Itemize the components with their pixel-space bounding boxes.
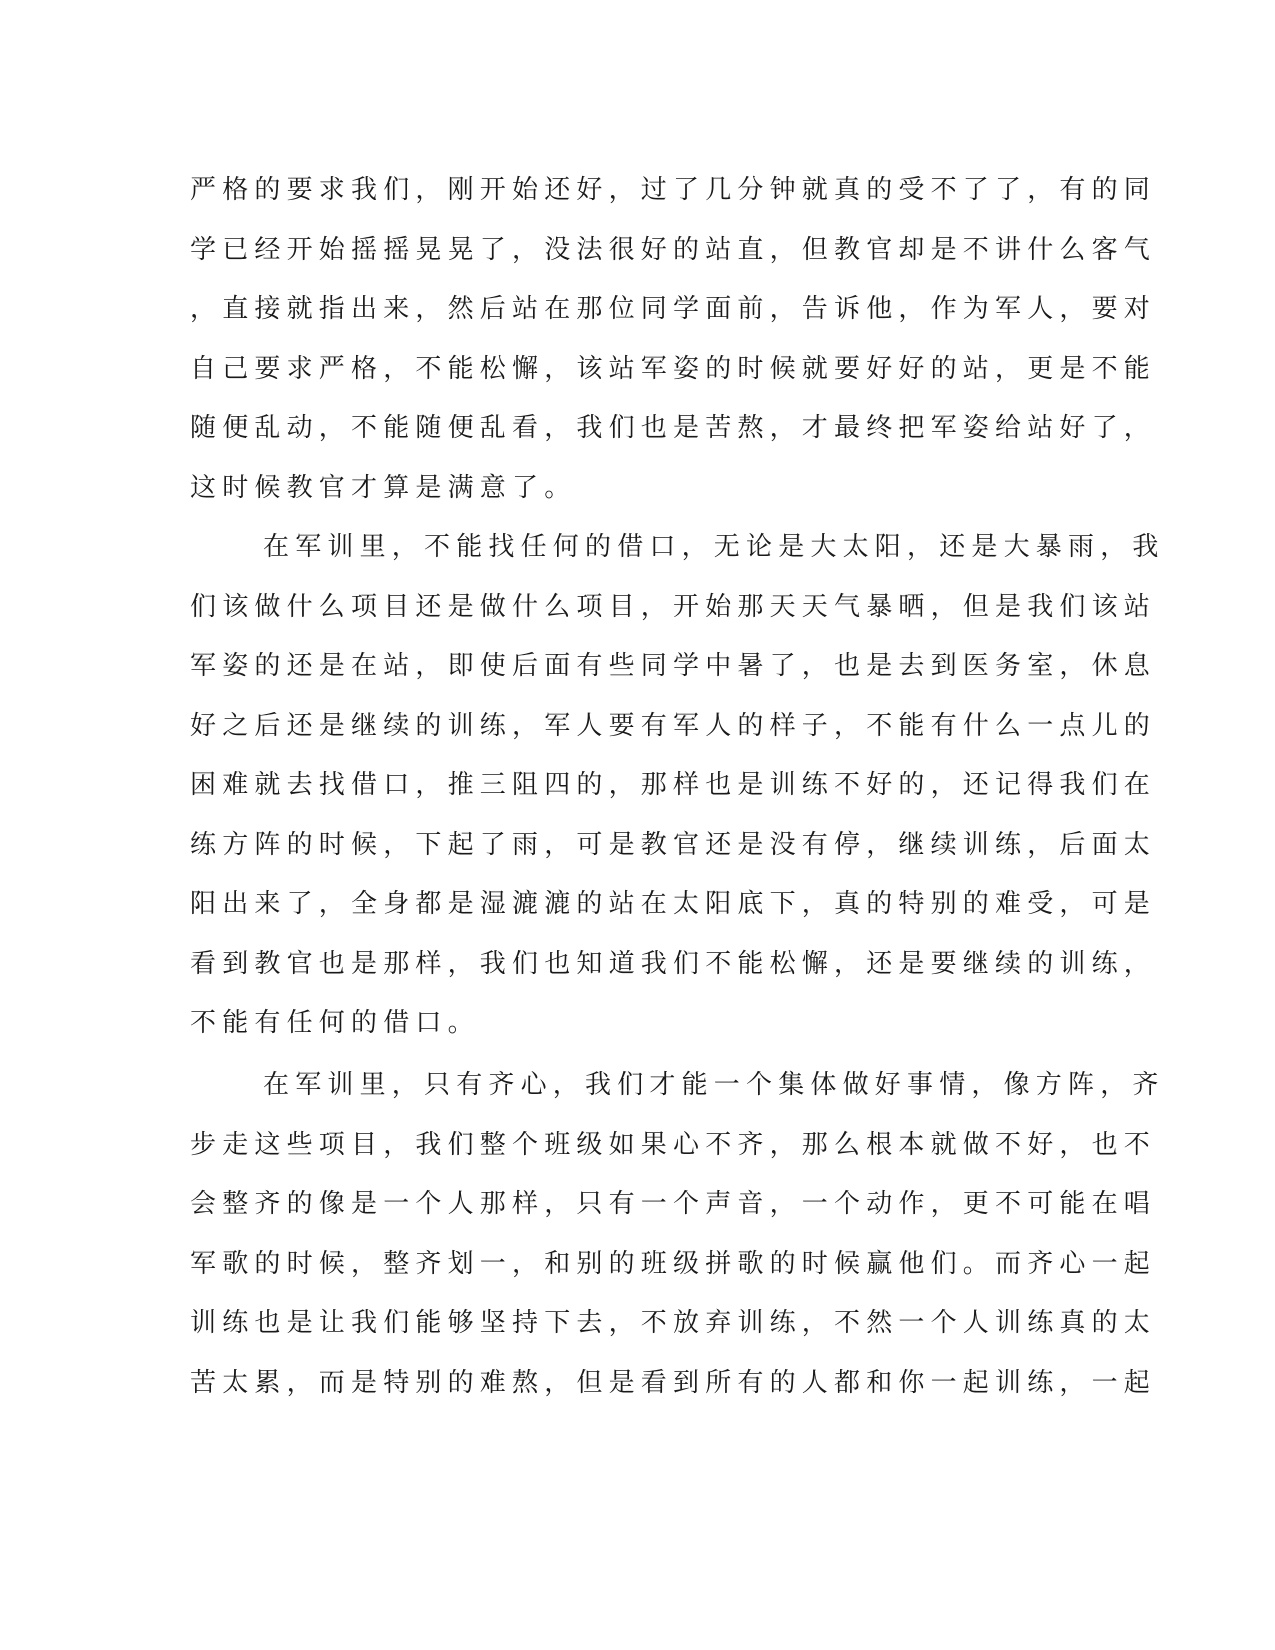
paragraph-3-line-2: 步走这些项目，我们整个班级如果心不齐，那么根本就做不好，也不 — [190, 1129, 1157, 1160]
paragraph-3-line-4: 军歌的时候，整齐划一，和别的班级拼歌的时候赢他们。而齐心一起 — [190, 1248, 1157, 1279]
paragraph-2-line-4: 好之后还是继续的训练，军人要有军人的样子，不能有什么一点儿的 — [190, 710, 1157, 741]
paragraph-3-line-5: 训练也是让我们能够坚持下去，不放弃训练，不然一个人训练真的太 — [190, 1308, 1157, 1338]
paragraph-3-line-1: 在军训里，只有齐心，我们才能一个集体做好事情，像方阵，齐 — [263, 1070, 1165, 1100]
paragraph-1-line-2: 学已经开始摇摇晃晃了，没法很好的站直，但教官却是不讲什么客气 — [190, 234, 1157, 265]
paragraph-2-line-5: 困难就去找借口，推三阻四的，那样也是训练不好的，还记得我们在 — [190, 770, 1157, 800]
paragraph-1-line-3: ，直接就指出来，然后站在那位同学面前，告诉他，作为军人，要对 — [190, 294, 1157, 324]
paragraph-1 — [190, 161, 1157, 518]
paragraph-2-line-2: 们该做什么项目还是做什么项目，开始那天天气暴晒，但是我们该站 — [190, 591, 1157, 622]
paragraph-3-line-6: 苦太累，而是特别的难熬，但是看到所有的人都和你一起训练，一起 — [190, 1367, 1157, 1398]
paragraph-1-line-6: 这时候教官才算是满意了。 — [190, 472, 577, 503]
paragraph-1-line-1: 严格的要求我们，刚开始还好，过了几分钟就真的受不了了，有的同 — [190, 175, 1157, 205]
paragraph-2-line-7: 阳出来了，全身都是湿漉漉的站在太阳底下，真的特别的难受，可是 — [190, 889, 1157, 919]
paragraph-2-line-8: 看到教官也是那样，我们也知道我们不能松懈，还是要继续的训练， — [190, 948, 1157, 979]
paragraph-1-line-4: 自己要求严格，不能松懈，该站军姿的时候就要好好的站，更是不能 — [190, 353, 1157, 384]
paragraph-1-line-5: 随便乱动，不能随便乱看，我们也是苦熬，才最终把军姿给站好了， — [190, 413, 1157, 443]
paragraph-3 — [190, 1056, 1165, 1413]
paragraph-2-line-9: 不能有任何的借口。 — [190, 1008, 480, 1038]
paragraph-2-line-6: 练方阵的时候，下起了雨，可是教官还是没有停，继续训练，后面太 — [190, 829, 1157, 860]
paragraph-2-line-3: 军姿的还是在站，即使后面有些同学中暑了，也是去到医务室，休息 — [190, 651, 1157, 681]
paragraph-2 — [190, 518, 1165, 1054]
paragraph-3-line-3: 会整齐的像是一个人那样，只有一个声音，一个动作，更不可能在唱 — [190, 1189, 1157, 1219]
paragraph-2-line-1: 在军训里，不能找任何的借口，无论是大太阳，还是大暴雨，我 — [263, 532, 1165, 562]
